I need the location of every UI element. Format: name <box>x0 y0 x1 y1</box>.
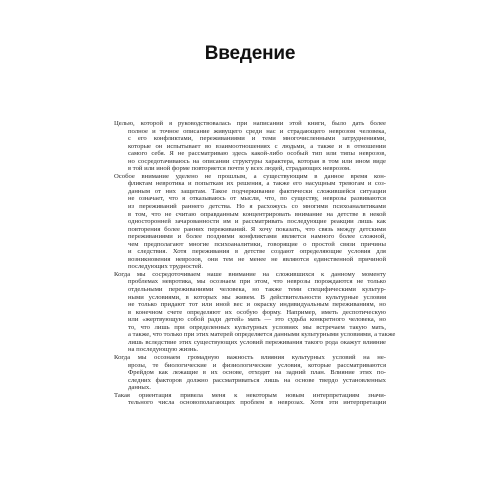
text-line: односторонней зачарованности им и рассматривать последующие реакции лишь как <box>128 218 386 226</box>
body-text <box>114 120 396 407</box>
text-line: ными условиями, в которых мы живем. В действительности культурные условия <box>128 293 386 301</box>
text-line: врозы, те биологические и физиологические условия, которые рассматриваются <box>128 361 386 369</box>
paragraph-1 <box>114 120 386 173</box>
text-line: то, что лишь при определенных культурных условиях мы встречаем такую мать, <box>128 323 386 331</box>
text-line: фликтам невротика и попыткам их решения, а также его насущным тревогам и соз- <box>128 180 386 188</box>
text-line: или «жертвующую собой ради детей» мать — это судьба конкретного человека, но <box>128 316 386 324</box>
text-line: Когда мы сосредоточиваем наше внимание на сложившихся к данному моменту <box>114 270 386 278</box>
text-line: из переживаний раннего детства. Но я расхожусь со многими психоаналитиками <box>128 203 386 211</box>
text-line: возникновения неврозов, они тем не менее не являются единственной причиной <box>128 255 386 263</box>
paragraph-4 <box>114 354 386 392</box>
paragraph-2 <box>114 173 386 271</box>
text-line: а также, что только при этих матерей определяется данными культурными условиями, а также <box>128 331 396 339</box>
text-line: полное и точное описание живущего среди нас и страдающего неврозом человека, <box>128 127 386 135</box>
text-line: чем предполагают многие психоаналитики, говорящие о простой связи причины <box>128 240 386 248</box>
text-line: с его конфликтами, переживаниями и теми многочисленными затруднениями, <box>128 135 386 143</box>
text-line: проблемах невротика, мы осознаем при этом, что неврозы порождаются не только <box>128 278 386 286</box>
text-line: в конечном счете определяют их особую форму. Например, иметь деспотическую <box>128 308 386 316</box>
paragraph-5 <box>114 392 386 407</box>
text-line: последующих трудностей. <box>128 263 204 271</box>
text-line: Фрейдом как лежащие в их основе, отходят на задний план. Влияние этих по- <box>128 369 386 377</box>
text-line: в той или иной форме повторяется почти у всех людей, страдающих неврозом. <box>128 165 351 173</box>
chapter-title: Введение <box>204 43 296 64</box>
text-line: данных. <box>128 384 151 392</box>
text-line: в том, что не считаю оправданным концентрировать внимание на детстве в некой <box>128 210 386 218</box>
text-line: которые он испытывает во взаимоотношениях с людьми, а также и в отношении <box>128 142 386 150</box>
text-line: Целью, которой я руководствовалась при написании этой книги, было дать более <box>114 120 386 127</box>
text-line: Такая ориентация привела меня к некоторым новым интерпретациям значи- <box>114 391 386 399</box>
text-line: Когда мы осознаем громадную важность влияния культурных условий на не- <box>114 353 386 361</box>
text-line: на последующую жизнь. <box>128 346 199 354</box>
text-line: но сосредотачиваюсь на описании структуры характера, которая в том или ином виде <box>128 157 386 165</box>
paragraph-3 <box>114 270 396 354</box>
text-line: тельного числа основополагающих проблем в неврозах. Хотя эти интерпретации <box>128 399 386 407</box>
text-line: и следствия. Хотя переживания в детстве создают определяющие условия для <box>128 248 386 256</box>
text-line: не означает, что я отказываюсь от мысли, что, по существу, неврозы развиваются <box>128 195 386 203</box>
text-line: переживаниями и более поздними конфликтами является намного более сложной, <box>128 233 386 241</box>
text-line: отдельными переживаниями человека, но также теми специфическими культур- <box>128 286 386 294</box>
text-line: не только придают тот или иной вес и окраску индивидуальным переживаниям, но <box>128 301 386 309</box>
text-line: самого себя. Я не рассматриваю здесь какой-либо особый тип или типы неврозов, <box>128 150 386 158</box>
text-line: Особое внимание уделено не прошлым, а существующим в данное время кон- <box>114 172 386 180</box>
text-line: повторения более ранних переживаний. Я хочу показать, что связь между детскими <box>128 225 386 233</box>
text-line: следних факторов должно рассматриваться лишь на основе твердо установленных <box>128 376 386 384</box>
text-line: данным от них защитам. Такое подчеркивание фактически сложившейся ситуации <box>128 187 386 195</box>
text-line: лишь вследствие этих существующих условий переживания такого рода окажут влияние <box>128 338 386 346</box>
